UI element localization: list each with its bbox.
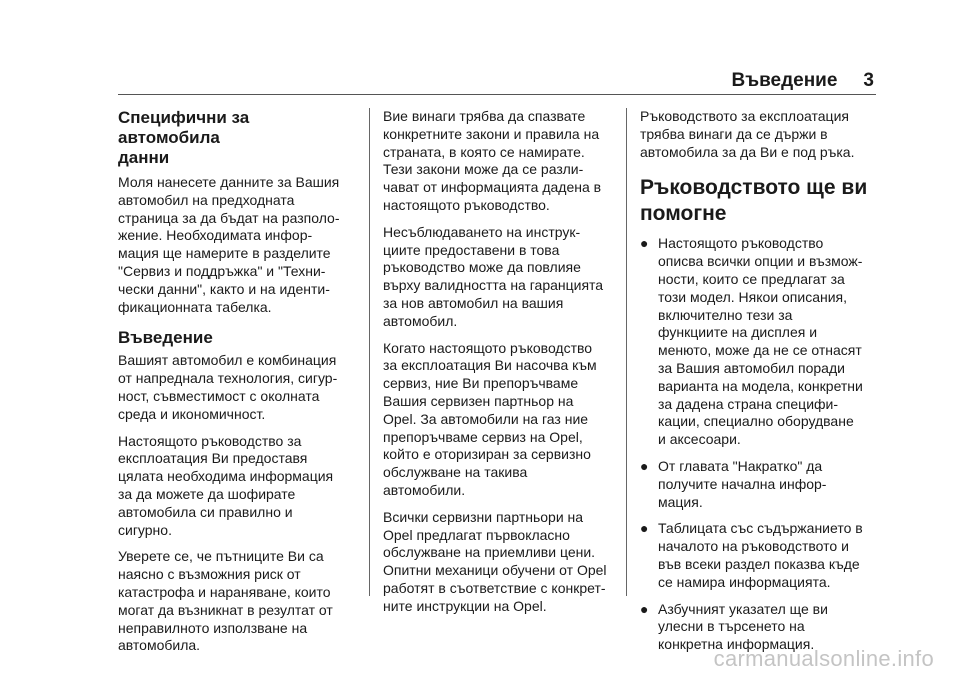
paragraph: Уверете се, че пътниците Ви са наясно с възможния риск от катастрофа и нараняване, които могат да възникнат в резултат от неправилното използване на автомобила. <box>118 548 333 654</box>
paragraph: Моля нанесете данните за Вашия автомобил на предходната страница за да бъдат на разполо- жение. Необходимата инфор- мация ще намерите в разделите "Сервиз и поддръжка" и "Техни- чески данни", както и на иденти- фикационната табелка. <box>118 174 340 315</box>
paragraph: Вие винаги трябва да спазвате конкретните закони и правила на страната, в която се намирате. Тези закони може да се разли- чават от информацията дадена в настоящото ръководство. <box>383 108 602 213</box>
list-item: ● Азбучният указател ще ви улесни в търсенето на конкретна информация. <box>640 600 828 653</box>
paragraph: Всички сервизни партньори на Opel предлагат първокласно обслужване на приемливи цени. Опитни механици обучени от Opel работят в съответствие с конкрет- ните инструкции на Opel. <box>383 508 607 614</box>
paragraph: Настоящото ръководство за експлоатация Ви предоставя цялата необходима информация за да можете да шофирате автомобила си правилно и сигурно. <box>118 432 334 538</box>
paragraph: Когато настоящото ръководство за експлоатация Ви насочва към сервиз, ние Ви препоръчваме Вашия сервизен партньор на Opel. За автомобили на газ ние препоръчваме сервиз на Opel, който е оторизиран за сервизно обслужване на такива автомобили. <box>383 339 597 498</box>
page-header <box>732 70 875 92</box>
column-middle <box>383 108 619 625</box>
paragraph: Вашият автомобил е комбинация от напреднала технология, сигур- ност, съвместимост с околната среда и икономичност. <box>118 352 338 422</box>
chapter-title: Въведение <box>731 70 838 91</box>
column-divider <box>626 108 627 596</box>
column-divider <box>369 108 370 596</box>
column-left <box>118 108 354 664</box>
page-number: 3 <box>863 70 874 91</box>
section-heading-vehicle-data: Специфични за автомобила данни <box>118 108 250 167</box>
paragraph: Несъблюдаването на инструк- циите предоставени в това ръководство може да повлияе върху валидността на гаранцията за нов автомобил на вашия автомобил. <box>383 223 604 329</box>
header-rule <box>118 94 876 95</box>
section-heading-introduction: Въведение <box>118 328 213 348</box>
paragraph: Ръководството за експлоатация трябва винаги да се държи в автомобила за да Ви е под ръка. <box>640 108 855 160</box>
bullet-icon: ● <box>640 600 649 617</box>
bullet-icon: ● <box>640 520 649 537</box>
list-item: ● Настоящото ръководство описва всички опции и възмож- ности, които се предлагат за този модел. Някои описания, включително тези за функциите на дисплея и менюто, може да не се отнасят за Вашия автомобил поради варианта на модела, конкретни за дадена страна специфи- кации, специално оборудване и аксесоари. <box>640 235 863 448</box>
bullet-icon: ● <box>640 457 649 474</box>
watermark: carmanualsonline.info <box>713 646 934 671</box>
list-item: ● Таблицата със съдържанието в началото на ръководството и във всеки раздел показва къде се намира информацията. <box>640 520 863 590</box>
section-heading-manual-help: Ръководството ще ви помогне <box>640 176 868 226</box>
bullet-list <box>640 235 876 654</box>
column-right <box>640 108 876 663</box>
bullet-icon: ● <box>640 235 649 252</box>
list-item: ● От главата "Накратко" да получите начална инфор- мация. <box>640 457 827 510</box>
